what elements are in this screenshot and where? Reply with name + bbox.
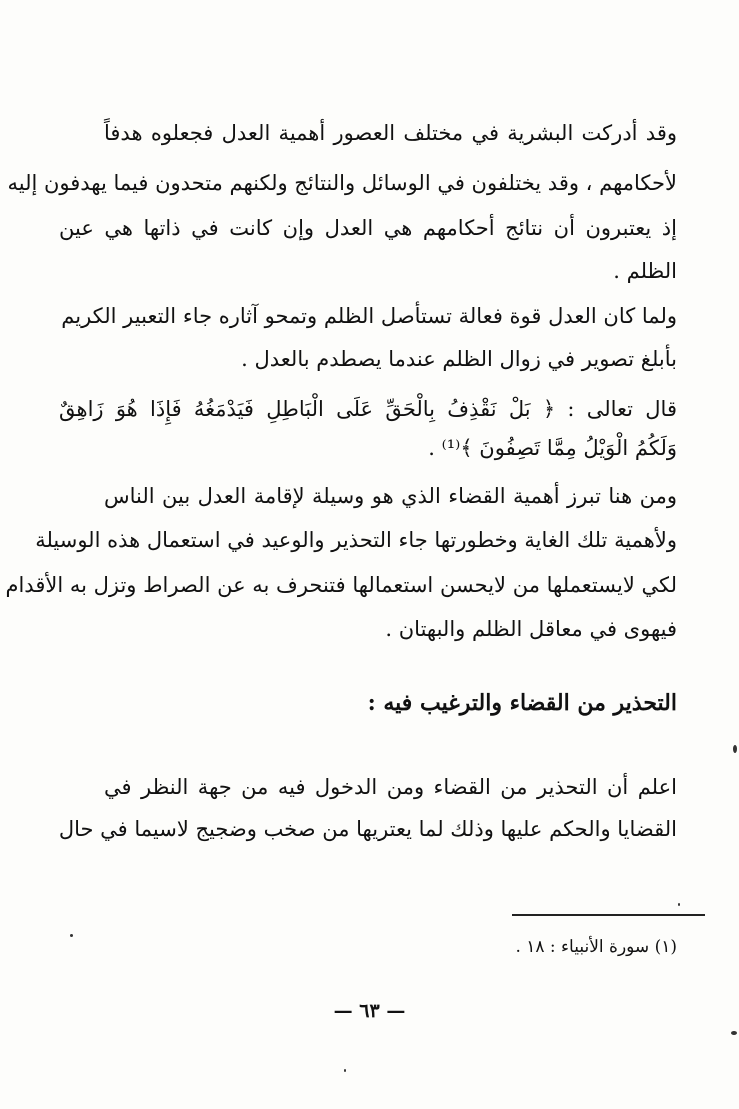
paragraph-4-line-3: لكي لايستعملها من لايحسن استعمالها فتنحرف به عن الصراط وتزل به الأقدام <box>5 573 677 597</box>
page-number: — ٦٣ — <box>333 1000 406 1022</box>
paragraph-2-line-1: ولما كان العدل قوة فعالة تستأصل الظلم وتمحو آثاره جاء التعبير الكريم <box>61 304 677 328</box>
paragraph-1-line-2: لأحكامهم ، وقد يختلفون في الوسائل والنتائج ولكنهم متحدون فيما يهدفون إليه <box>7 171 677 195</box>
scan-speck <box>731 1031 737 1035</box>
paragraph-4-line-1: ومن هنا تبرز أهمية القضاء الذي هو وسيلة لإقامة العدل بين الناس <box>104 484 677 508</box>
scan-speck <box>733 745 737 753</box>
scan-speck <box>70 934 73 937</box>
paragraph-5-line-2: القضايا والحكم عليها وذلك لما يعتريها من صخب وضجيج لاسيما في حال <box>58 817 677 841</box>
paragraph-4-line-2: ولأهمية تلك الغاية وخطورتها جاء التحذير والوعيد في استعمال هذه الوسيلة <box>35 528 677 552</box>
scan-speck <box>678 903 680 906</box>
paragraph-2-line-2: بأبلغ تصوير في زوال الظلم عندما يصطدم بالعدل . <box>241 347 677 371</box>
quran-verse-line-2: وَلَكُمُ الْوَيْلُ مِمَّا تَصِفُونَ ﴾⁽¹⁾ . <box>428 436 677 460</box>
quran-verse-line-1: قال تعالى : ﴿ بَلْ نَقْذِفُ بِالْحَقِّ عَلَى الْبَاطِلِ فَيَدْمَغُهُ فَإِذَا هُوَ زَاهِقٌ <box>59 397 677 421</box>
paragraph-1-line-3: إذ يعتبرون أن نتائج أحكامهم هي العدل وإن كانت في ذاتها هي عين <box>59 216 677 240</box>
section-heading: التحذير من القضاء والترغيب فيه : <box>367 690 677 716</box>
footnote-separator <box>512 914 705 916</box>
paragraph-1-line-1: وقد أدركت البشرية في مختلف العصور أهمية العدل فجعلوه هدفاً <box>104 121 677 145</box>
footnote: (١) سورة الأنبياء : ١٨ . <box>515 937 677 957</box>
paragraph-4-line-4: فيهوى في معاقل الظلم والبهتان . <box>385 617 677 641</box>
scan-speck <box>344 1069 346 1072</box>
paragraph-1-line-4: الظلم . <box>613 259 677 283</box>
paragraph-5-line-1: اعلم أن التحذير من القضاء ومن الدخول فيه من جهة النظر في <box>104 775 677 799</box>
